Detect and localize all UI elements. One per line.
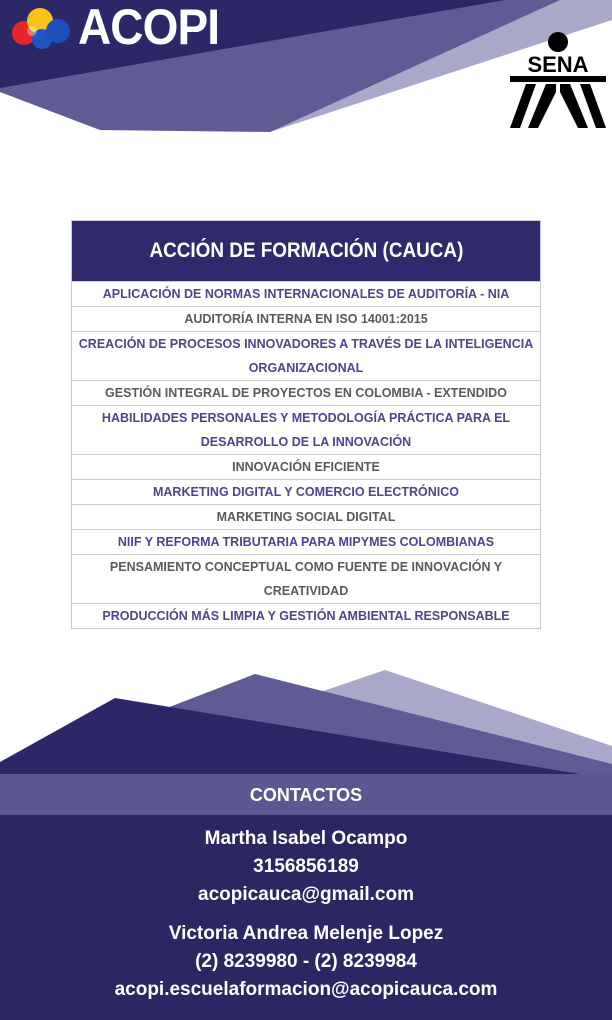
footer-mountains (0, 660, 612, 780)
course-row: PRODUCCIÓN MÁS LIMPIA Y GESTIÓN AMBIENTAL RESPONSABLE (72, 603, 540, 628)
course-row: INNOVACIÓN EFICIENTE (72, 454, 540, 479)
course-row: PENSAMIENTO CONCEPTUAL COMO FUENTE DE INNOVACIÓN Y CREATIVIDAD (72, 554, 540, 603)
sena-emblem-icon (508, 32, 608, 130)
contact-phone[interactable]: 3156856189 (253, 856, 359, 877)
contact-card (0, 825, 612, 909)
course-row: NIIF Y REFORMA TRIBUTARIA PARA MIPYMES COLOMBIANAS (72, 529, 540, 554)
brand-name: ACOPI (78, 0, 220, 55)
contact-name: Martha Isabel Ocampo (204, 828, 408, 849)
acopi-logo (10, 0, 231, 55)
course-row: APLICACIÓN DE NORMAS INTERNACIONALES DE AUDITORÍA - NIA (72, 281, 540, 306)
contact-name: Victoria Andrea Melenje Lopez (168, 923, 444, 944)
partner-name: SENA (527, 52, 589, 77)
course-row: GESTIÓN INTEGRAL DE PROYECTOS EN COLOMBIA - EXTENDIDO (72, 380, 540, 405)
course-row: MARKETING DIGITAL Y COMERCIO ELECTRÓNICO (72, 479, 540, 504)
contacts-heading: CONTACTOS (0, 774, 612, 815)
course-row: AUDITORÍA INTERNA EN ISO 14001:2015 (72, 306, 540, 331)
course-row: CREACIÓN DE PROCESOS INNOVADORES A TRAVÉS DE LA INTELIGENCIA ORGANIZACIONAL (72, 331, 540, 380)
contact-email[interactable]: acopi.escuelaformacion@acopicauca.com (114, 979, 498, 1000)
training-table (71, 220, 541, 629)
contact-email[interactable]: acopicauca@gmail.com (198, 884, 414, 905)
acopi-emblem-icon (10, 3, 72, 51)
contact-card (0, 920, 612, 1004)
sena-logo (508, 32, 608, 130)
contacts-panel (0, 815, 612, 1020)
course-row: MARKETING SOCIAL DIGITAL (72, 504, 540, 529)
table-title: ACCIÓN DE FORMACIÓN (CAUCA) (72, 221, 540, 281)
course-row: HABILIDADES PERSONALES Y METODOLOGÍA PRÁCTICA PARA EL DESARROLLO DE LA INNOVACIÓN (72, 405, 540, 454)
contact-phone[interactable]: (2) 8239980 - (2) 8239984 (195, 951, 417, 972)
